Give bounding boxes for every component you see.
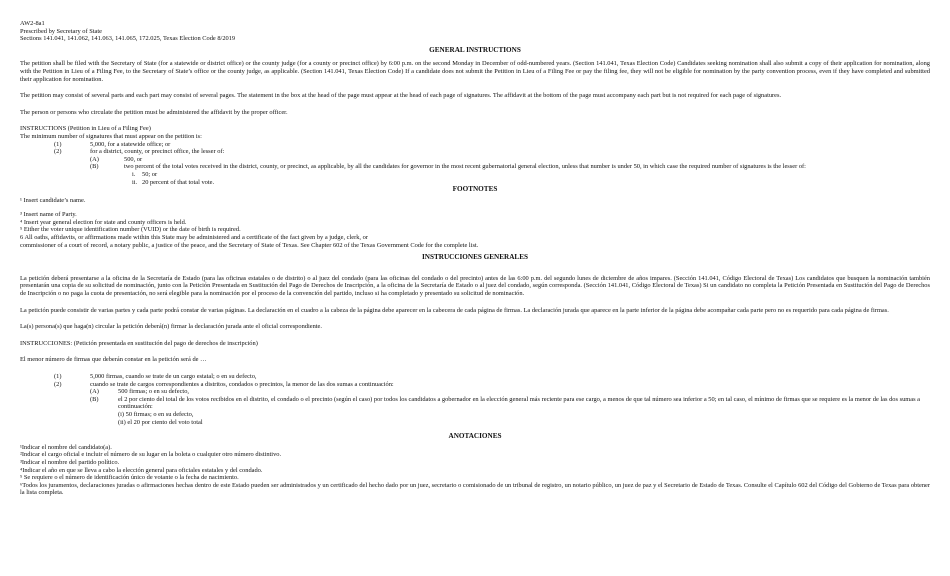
es-instructions-list [20, 373, 930, 426]
instructions-page [20, 20, 930, 497]
es-footnote-3: ³Indicar el nombre del partido político. [20, 458, 120, 466]
en-instructions-heading: INSTRUCTIONS (Petition in Lieu of a Filing Fee) [20, 125, 151, 133]
en-paragraph-parts: The petition may consist of several parts and each part may consist of several pages. The statement in the box at the head of the page must appear at the head of each page of signatures. The affidavit at the bottom of the page must accompany each part but is not required for each page of signatures. [20, 92, 782, 100]
es-instructions-heading: INSTRUCCIONES: (Petición presentada en sustitución del pago de derechos de inscripción) [20, 339, 258, 347]
es-paragraph-parts: La petición puede consistir de varias partes y cada parte podrá constar de varias páginas. La declaración en el cuadro a la cabeza de la página debe aparecer en la cabecera de cada página de firmas. La declaración jurada que aparece en la parte inferior de la página debe acompañar cada parte pero no es requerido para cada página de firmas. [20, 306, 889, 314]
es-item-a: (A) 500 firmas; o en su defecto, [90, 388, 189, 396]
en-item-b: (B) two percent of the total votes received in the district, county, or precinct, as applicable, by all the candidates for governor in the most recent gubernatorial general election, unless that number is under 50, in which case the required number of signatures is the lesser of: [90, 163, 806, 171]
es-footnote-2: ²Indicar el cargo oficial e incluir el número de su lugar en la boleta o cualquier otro número distintivo. [20, 451, 282, 459]
es-item-b: (B) el 2 por ciento del total de los votos recibidos en el distrito, el condado o el precinto (según el caso) por todos los candidatos a gobernador en la elección general más reciente para ese cargo, a menos de que tal número sea inferior a 50; en tal caso, el mínimo de firmas que se requiere es la menor de las dos sumas a continuación: [90, 395, 920, 411]
es-item-ii: (ii) el 20 por ciento del voto total [118, 418, 203, 426]
es-paragraph-circulators: La(s) persona(s) que haga(n) circular la petición deberá(n) firmar la declaración jurada ante el oficial correspondiente. [20, 323, 322, 331]
en-item-1: (1) 5,000, for a statewide office; or [54, 140, 171, 148]
en-footnote-5: ⁵ Either the voter unique identification number (VUID) or the date of birth is required. [20, 226, 241, 234]
es-min-signatures-line: El menor número de firmas que deberán constar en la petición será de … [20, 356, 207, 364]
en-paragraph-filing: The petition shall be filed with the Secretary of State (for a statewide or district office) or the county judge (for a county or precinct office) by 6:00 p.m. on the second Monday in December of odd-numbered years. (Section 141.041, Texas Election Code) Candidates seeking nomination shall also submit a copy of their application for nomination, along with the Petition in Lieu of a Filing Fee, to the Secretary of State’s office or the county judge, as applicable. (Section 141.041, Texas Election Code) If a candidate does not submit the Petition in Lieu of a Filing Fee or pay the filing fee, they will not be eligible for nomination by the party convention process, even if they have completed and submitted their application for nomination. [20, 60, 930, 83]
en-paragraph-circulators: The person or persons who circulate the petition must be administered the affidavit by the proper officer. [20, 108, 288, 116]
form-header [20, 20, 930, 43]
en-footnote-3: ³ Insert name of Party. [20, 211, 77, 219]
footnotes-title: FOOTNOTES [452, 185, 498, 194]
es-item-i: (i) 50 firmas; o en su defecto, [118, 410, 194, 418]
es-footnote-5: ⁵ Se requiere o el número de identificación único de votante o la fecha de nacimiento. [20, 474, 239, 482]
es-footnote-6: ⁶Todos los juramentos, declaraciones juradas o afirmaciones hechas dentro de este Estado pueden ser administrados y un certificado del hecho dado por un juez, secretario o comisionado de un tribunal de registro, un notario público, un juez de paz y el Secretario de Estado de Texas. Consulte el Capítulo 602 del Código del Gobierno de Texas para obtener la lista completa. [20, 481, 930, 497]
en-item-2: (2) for a district, county, or precinct office, the lesser of: [54, 148, 225, 156]
en-item-i: i. 50; or [132, 170, 158, 178]
es-footnotes [20, 444, 930, 497]
en-footnote-6b: commissioner of a court of record, a notary public, a justice of the peace, and the Secretary of State of Texas. See Chapter 602 of the Texas Government Code for the complete list. [20, 241, 479, 249]
en-footnotes [20, 197, 930, 250]
general-instructions-title: GENERAL INSTRUCTIONS [429, 45, 521, 54]
en-footnote-4: ⁴ Insert year general election for state and county officers is held. [20, 218, 187, 226]
en-item-ii: ii. 20 percent of that total vote. [132, 178, 215, 186]
prescribed-by: Prescribed by Secretary of State [20, 27, 102, 35]
instrucciones-generales-title: INSTRUCCIONES GENERALES [421, 253, 529, 262]
es-paragraph-filing: La petición deberá presentarse a la oficina de la Secretaría de Estado (para las oficinas estatales o de distrito) o al juez del condado (para las oficinas del condado o del precinto) antes de las 6:00 p.m. del segundo lunes de diciembre de años impares. (Sección 141.041, Código Electoral de Texas) Los candidatos que busquen la nominación también presentarán una copia de su solicitud de nominación, junto con la Petición Presentada en Sustitución del Pago de Derechos de Inscripción, a la oficina de la Secretaría de Estado o al juez del condado, según corresponda. (Sección 141.041, Código Electoral de Texas) Si un candidato no completa la Petición Presentada en Sustitución del Pago de Derechos de Inscripción o no paga la cuota de presentación, no será elegible para la nominación por el proceso de la convención del partido, incluso si ha completado y presentado su solicitud de nominación. [20, 274, 930, 298]
en-footnote-6a: 6 All oaths, affidavits, or affirmations made within this State may be administered and a certificate of the fact given by a judge, clerk, or [20, 234, 368, 242]
en-min-signatures-line: The minimum number of signatures that must appear on the petition is: [20, 132, 202, 140]
es-footnote-1: ¹Indicar el nombre del candidato(a). [20, 443, 112, 451]
en-item-a: (A) 500, or [90, 155, 143, 163]
es-item-2: (2) cuando se trate de cargos correspondientes a distritos, condados o precintos, la menor de las dos sumas a continuación: [54, 380, 394, 388]
form-id: AW2-8a1 [20, 20, 45, 27]
sections-line: Sections 141.041, 141.062, 141.063, 141.065, 172.025, Texas Election Code 8/2019 [20, 35, 236, 43]
en-instructions-block [20, 125, 930, 186]
en-footnote-1: ¹ Insert candidate’s name. [20, 196, 86, 204]
anotaciones-title: ANOTACIONES [448, 432, 502, 441]
es-item-1: (1) 5,000 firmas, cuando se trate de un cargo estatal; o en su defecto, [54, 373, 257, 380]
es-footnote-4: ⁴Indicar el año en que se lleva a cabo la elección general para oficiales estatales y del condado. [20, 466, 263, 474]
